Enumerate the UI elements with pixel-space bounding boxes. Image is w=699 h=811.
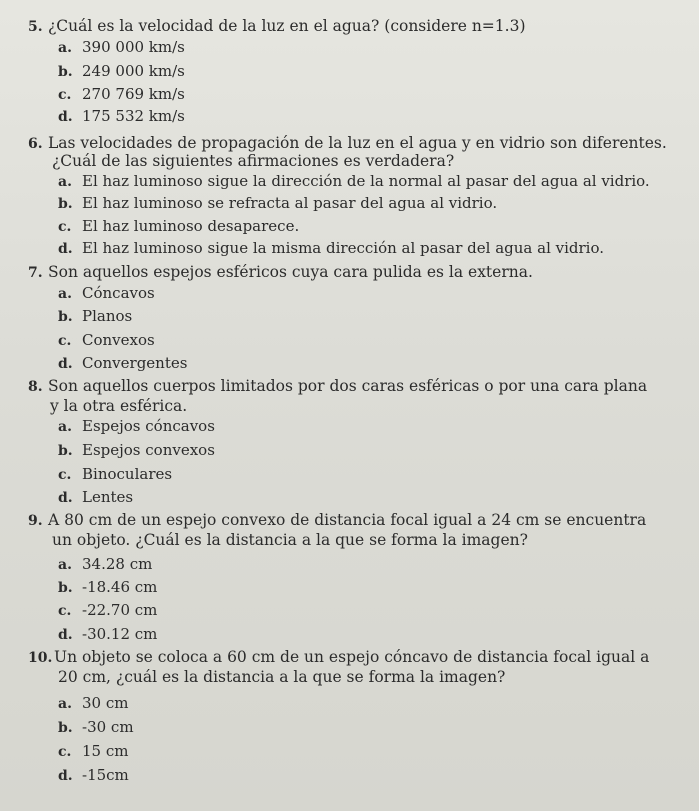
question-8-continuation: y la otra esférica. (50, 397, 188, 415)
option-text: Espejos cóncavos (82, 417, 215, 435)
option-letter: b. (58, 580, 73, 596)
option-text: -15cm (82, 766, 129, 784)
option-letter: d. (58, 490, 73, 506)
option-text: 30 cm (82, 694, 129, 712)
option-text: 270 769 km/s (82, 85, 185, 103)
option-letter: a. (58, 557, 72, 573)
option-text: Binoculares (82, 465, 173, 483)
question-10-option-b (58, 717, 134, 738)
question-10-option-c (58, 741, 128, 762)
option-text: El haz luminoso se refracta al pasar del agua al vidrio. (82, 194, 498, 212)
question-number: 7. (28, 265, 43, 281)
option-text: -30.12 cm (82, 625, 158, 643)
question-8-option-d (58, 487, 133, 508)
question-10 (28, 647, 649, 668)
question-6-option-b (58, 193, 497, 214)
question-number: 5. (28, 19, 43, 35)
option-letter: d. (58, 768, 73, 784)
question-9-option-a (58, 554, 152, 575)
option-text: Planos (82, 307, 133, 325)
question-7-option-c (58, 330, 155, 351)
option-letter: a. (58, 286, 72, 302)
option-letter: a. (58, 174, 72, 190)
question-7-option-b (58, 306, 132, 327)
question-7-option-a (58, 283, 155, 304)
question-number: 8. (28, 379, 43, 395)
question-8 (28, 376, 647, 397)
option-letter: b. (58, 443, 73, 459)
question-8-option-c (58, 464, 172, 485)
option-letter: d. (58, 627, 73, 643)
question-5 (28, 16, 526, 37)
option-letter: b. (58, 309, 73, 325)
question-number: 10. (28, 650, 53, 666)
question-number: 9. (28, 513, 43, 529)
option-text: 390 000 km/s (82, 38, 185, 56)
question-5-option-c (58, 84, 185, 105)
option-letter: c. (58, 219, 72, 235)
option-letter: c. (58, 87, 72, 103)
option-letter: d. (58, 109, 73, 125)
question-9-option-c (58, 600, 157, 621)
option-letter: c. (58, 467, 72, 483)
option-text: 15 cm (82, 742, 129, 760)
question-text: Las velocidades de propagación de la luz en el agua y en vidrio son diferentes. (48, 134, 667, 152)
option-text: Convergentes (82, 354, 188, 372)
option-letter: b. (58, 196, 73, 212)
question-5-option-a (58, 37, 185, 58)
option-text: El haz luminoso sigue la dirección de la normal al pasar del agua al vidrio. (82, 172, 650, 190)
option-letter: d. (58, 356, 73, 372)
question-9-continuation: un objeto. ¿Cuál es la distancia a la que se forma la imagen? (52, 531, 528, 549)
option-letter: a. (58, 40, 72, 56)
option-letter: c. (58, 744, 72, 760)
question-6-option-c (58, 216, 299, 237)
question-9-option-b (58, 577, 157, 598)
question-text: Son aquellos espejos esféricos cuya cara pulida es la externa. (48, 263, 533, 281)
option-text: 34.28 cm (82, 555, 153, 573)
option-text: -22.70 cm (82, 601, 158, 619)
question-5-option-b (58, 61, 185, 82)
option-text: Convexos (82, 331, 155, 349)
question-10-option-d (58, 765, 129, 786)
option-text: El haz luminoso sigue la misma dirección al pasar del agua al vidrio. (82, 239, 605, 257)
question-10-continuation: 20 cm, ¿cuál es la distancia a la que se forma la imagen? (58, 668, 506, 686)
option-letter: c. (58, 333, 72, 349)
option-letter: a. (58, 419, 72, 435)
option-text: Cóncavos (82, 284, 155, 302)
question-6-continuation: ¿Cuál de las siguientes afirmaciones es verdadera? (52, 152, 455, 170)
question-9 (28, 510, 646, 531)
question-8-option-b (58, 440, 215, 461)
question-6-option-d (58, 238, 604, 259)
option-text: Lentes (82, 488, 134, 506)
option-letter: b. (58, 64, 73, 80)
question-6-option-a (58, 171, 650, 192)
question-9-option-d (58, 624, 157, 645)
option-text: El haz luminoso desaparece. (82, 217, 300, 235)
option-text: Espejos convexos (82, 441, 215, 459)
question-7 (28, 262, 533, 283)
option-letter: d. (58, 241, 73, 257)
question-10-option-a (58, 693, 128, 714)
option-text: 175 532 km/s (82, 107, 185, 125)
option-letter: c. (58, 603, 72, 619)
question-7-option-d (58, 353, 187, 374)
option-letter: b. (58, 720, 73, 736)
question-text: A 80 cm de un espejo convexo de distancia focal igual a 24 cm se encuentra (48, 511, 647, 529)
question-text: Son aquellos cuerpos limitados por dos caras esféricas o por una cara plana (48, 377, 648, 395)
option-text: 249 000 km/s (82, 62, 185, 80)
question-8-option-a (58, 416, 215, 437)
option-text: -30 cm (82, 718, 134, 736)
option-letter: a. (58, 696, 72, 712)
question-text: ¿Cuál es la velocidad de la luz en el agua? (considere n=1.3) (48, 17, 526, 35)
question-text: Un objeto se coloca a 60 cm de un espejo cóncavo de distancia focal igual a (54, 648, 650, 666)
question-number: 6. (28, 136, 43, 152)
question-5-option-d (58, 106, 185, 127)
option-text: -18.46 cm (82, 578, 158, 596)
